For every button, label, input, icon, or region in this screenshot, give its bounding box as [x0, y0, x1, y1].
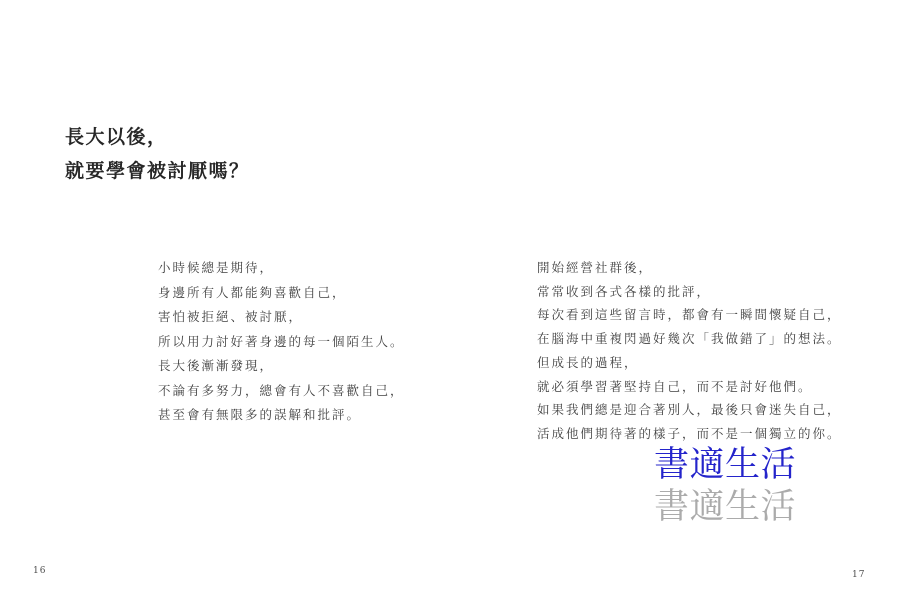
text-line: 在腦海中重複閃過好幾次「我做錯了」的想法。 — [537, 331, 842, 347]
publisher-watermark — [654, 444, 796, 528]
page-number-left: 16 — [33, 566, 47, 576]
right-page-paragraph — [537, 256, 842, 446]
text-line: 甚至會有無限多的誤解和批評。 — [158, 407, 362, 422]
page-number-right: 17 — [852, 570, 866, 580]
text-line: 開始經營社群後， — [537, 260, 654, 275]
text-line: 長大後漸漸發現， — [158, 358, 275, 373]
left-page-paragraph — [158, 256, 405, 428]
chapter-title-line-1: 長大以後， — [65, 126, 168, 148]
text-line: 常常收到各式各樣的批評， — [537, 283, 712, 299]
text-line: 每次看到這些留言時，都會有一瞬間懷疑自己， — [537, 307, 842, 323]
text-line: 就必須學習著堅持自己，而不是討好他們。 — [537, 378, 813, 394]
text-line: 所以用力討好著身邊的每一個陌生人。 — [158, 333, 405, 349]
text-line: 不論有多努力，總會有人不喜歡自己， — [158, 382, 405, 398]
watermark-gray-text: 書適生活 — [654, 487, 797, 527]
text-line: 身邊所有人都能夠喜歡自己， — [158, 284, 347, 300]
text-line: 小時候總是期待， — [158, 260, 275, 275]
text-line: 如果我們總是迎合著別人，最後只會迷失自己， — [537, 402, 842, 418]
chapter-title — [65, 120, 250, 188]
chapter-title-line-2: 就要學會被討厭嗎？ — [65, 160, 250, 182]
text-line: 但成長的過程， — [537, 354, 639, 370]
watermark-blue-text: 書適生活 — [654, 445, 797, 485]
text-line: 害怕被拒絕、被討厭， — [158, 309, 304, 324]
text-line: 活成他們期待著的樣子，而不是一個獨立的你。 — [537, 425, 842, 441]
